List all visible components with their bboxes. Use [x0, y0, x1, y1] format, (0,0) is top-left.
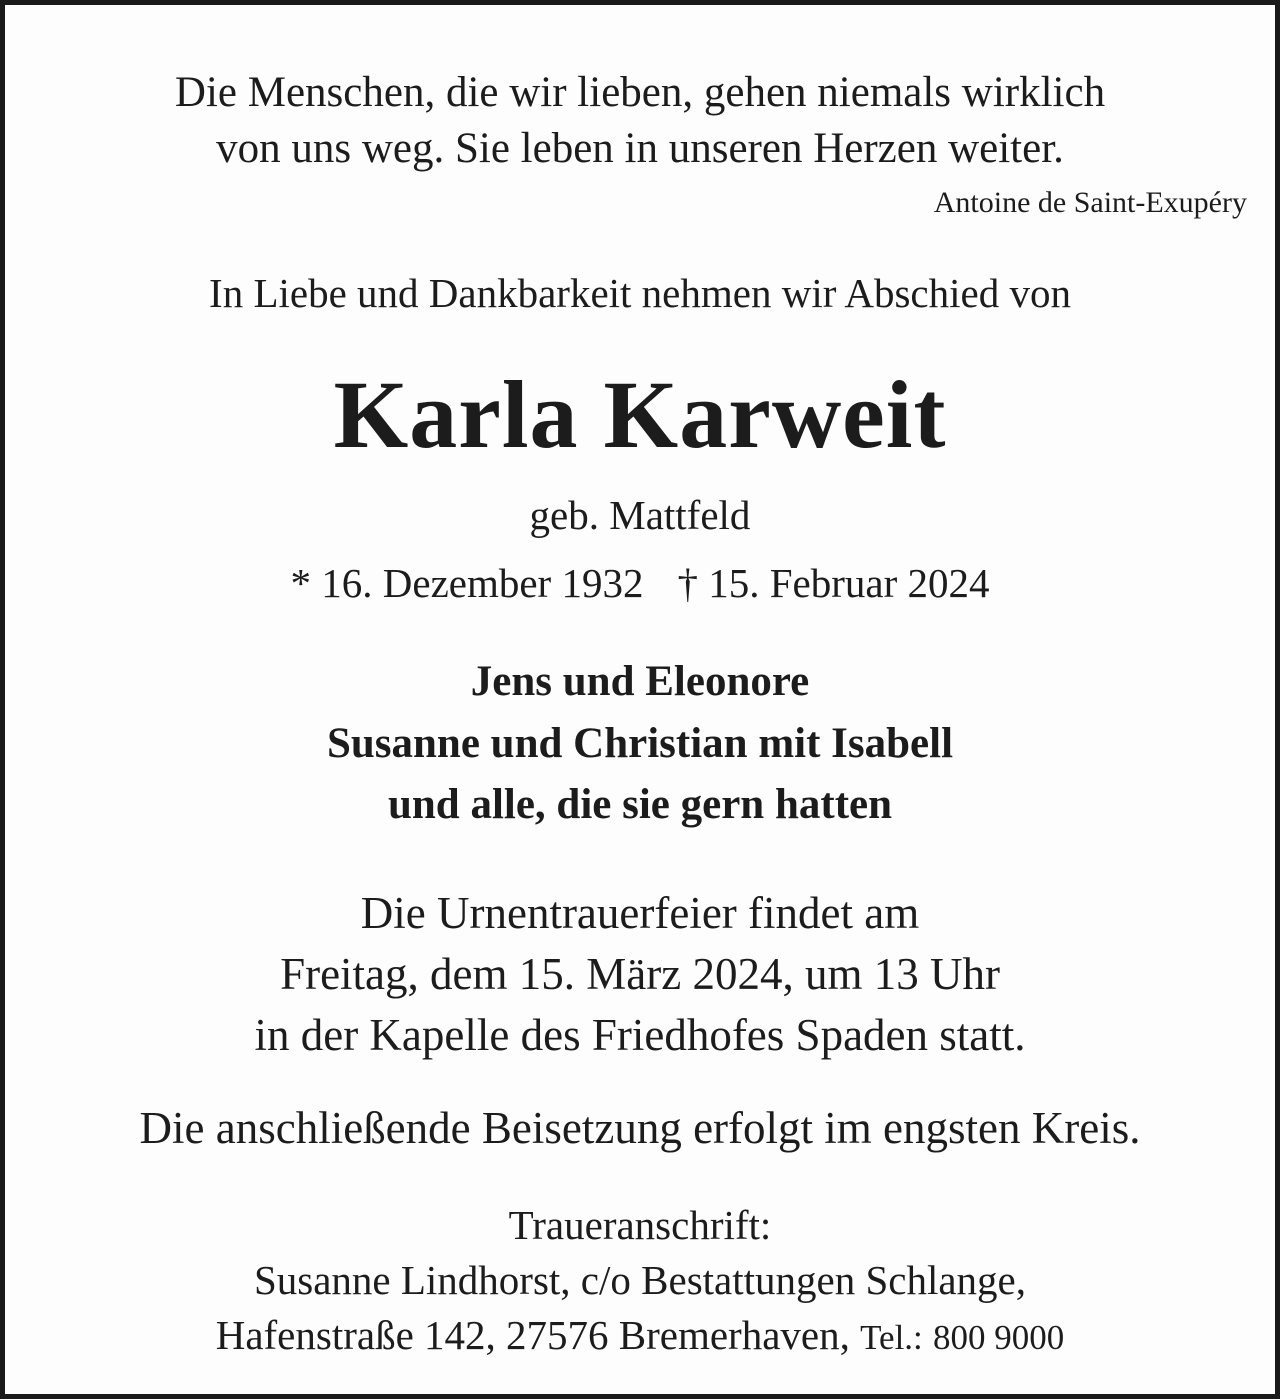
address-street: Hafenstraße 142, 27576 Bremerhaven, [215, 1312, 850, 1358]
mourner-line-3: und alle, die sie gern hatten [387, 781, 893, 828]
ceremony-line-2: Freitag, dem 15. März 2024, um 13 Uhr [280, 949, 1000, 999]
life-dates [5, 560, 1275, 606]
address-line-1: Susanne Lindhorst, c/o Bestattungen Schlange, [253, 1257, 1027, 1303]
quote-author: Antoine de Saint-Exupéry [933, 186, 1247, 219]
mourner-line-1: Jens und Eleonore [470, 658, 810, 705]
intro-text: In Liebe und Dankbarkeit nehmen wir Abschied von [209, 270, 1071, 316]
ceremony-line-3: in der Kapelle des Friedhofes Spaden statt. [254, 1010, 1026, 1060]
birth-date: * 16. Dezember 1932 [290, 560, 644, 606]
mourner-line-2: Susanne und Christian mit Isabell [326, 720, 954, 767]
burial-note: Die anschließende Beisetzung erfolgt im engsten Kreis. [139, 1103, 1141, 1153]
address-line-2 [5, 1312, 1275, 1358]
phone-number: 800 9000 [933, 1318, 1065, 1357]
quote-line-1: Die Menschen, die wir lieben, gehen niemals wirklich [174, 69, 1106, 116]
address-heading: Traueranschrift: [508, 1202, 772, 1248]
quote-line-2: von uns weg. Sie leben in unseren Herzen weiter. [216, 125, 1064, 172]
deceased-name: Karla Karweit [333, 361, 947, 468]
death-date: † 15. Februar 2024 [677, 560, 990, 606]
birth-name: geb. Mattfeld [529, 492, 751, 538]
ceremony-line-1: Die Urnentrauerfeier findet am [360, 888, 920, 938]
phone-label: Tel.: [860, 1318, 923, 1357]
